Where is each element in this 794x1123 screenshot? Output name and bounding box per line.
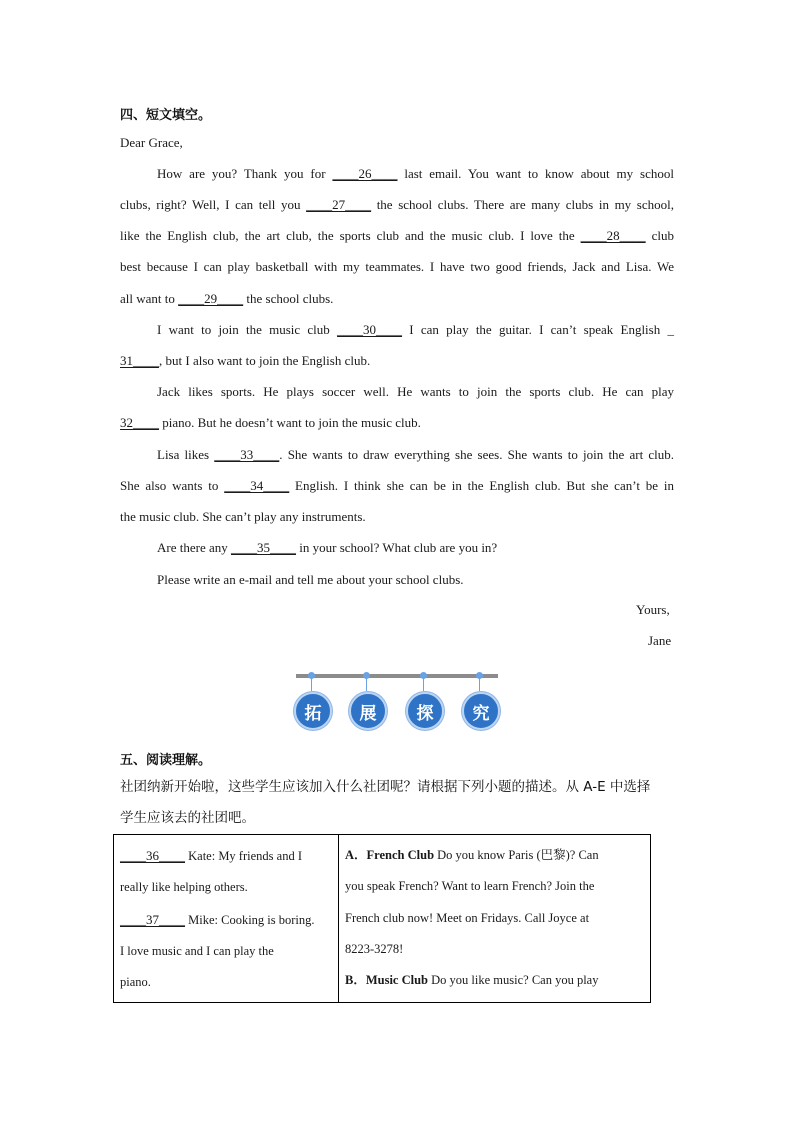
passage-line: Lisa likes ____33____. She wants to draw everything she sees. She wants to join the art club. xyxy=(157,447,675,462)
blank-26[interactable]: ____26____ xyxy=(332,166,398,181)
passage-line: How are you? Thank you for ____26____ last email. You want to know about my school xyxy=(157,166,674,181)
banner-item xyxy=(294,670,332,732)
section-4-title: 四、短文填空。 xyxy=(120,108,212,123)
blank-37[interactable]: ____37____ xyxy=(120,911,185,927)
extension-banner xyxy=(296,670,498,732)
passage-line: all want to ____29____ the school clubs. xyxy=(120,291,334,306)
section-5-instructions: 社团纳新开始啦，这些学生应该加入什么社团呢？请根据下列小题的描述。从 A-E 中选择 学生应该去的社团吧。 xyxy=(120,779,651,826)
passage-line: 31____, but I also want to join the English club. xyxy=(120,353,371,368)
banner-char: 拓 xyxy=(294,692,332,730)
options-cell: A．French Club Do you know Paris (巴黎)? Can you speak French? Want to learn French? Join the French club now! Meet on Fridays. Call Joyce at 8223-3278! B．Music Club Do you like music? Can you play xyxy=(339,835,651,1003)
banner-dot-icon xyxy=(363,672,370,679)
banner-dot-icon xyxy=(476,672,483,679)
banner-char: 展 xyxy=(349,692,387,730)
letter-signature: Jane xyxy=(648,633,672,648)
banner-item xyxy=(349,670,387,732)
passage-line: Jack likes sports. He plays soccer well. He wants to join the sports club. He can play xyxy=(157,384,674,399)
option-a: A．French Club Do you know Paris (巴黎)? Can xyxy=(345,848,599,862)
banner-char: 究 xyxy=(462,692,500,730)
banner-char: 探 xyxy=(406,692,444,730)
blank-35[interactable]: ____35____ xyxy=(231,540,296,555)
blank-32[interactable]: 32____ xyxy=(120,415,159,430)
banner-dot-icon xyxy=(420,672,427,679)
passage-line: She also wants to ____34____ English. I think she can be in the English club. But she can’t be in xyxy=(120,478,674,493)
banner-item xyxy=(406,670,444,732)
blank-36[interactable]: ____36____ xyxy=(120,848,185,863)
passage-line: Please write an e-mail and tell me about your school clubs. xyxy=(157,572,464,587)
blank-29[interactable]: ____29____ xyxy=(178,291,244,306)
banner-item xyxy=(462,670,500,732)
section-5-title: 五、阅读理解。 xyxy=(120,753,212,768)
option-b: B．Music Club Do you like music? Can you play xyxy=(345,973,599,988)
blank-33[interactable]: ____33____ xyxy=(214,447,280,462)
letter-closing: Yours, xyxy=(636,602,670,617)
passage-line: the music club. She can’t play any instruments. xyxy=(120,509,366,524)
banner-dot-icon xyxy=(308,672,315,679)
matching-table xyxy=(113,834,651,1003)
blank-31[interactable]: 31____ xyxy=(120,353,159,368)
blank-30[interactable]: ____30____ xyxy=(337,322,403,337)
passage-line: like the English club, the art club, the sports club and the music club. I love the ____28____ club xyxy=(120,228,674,243)
letter-greeting: Dear Grace, xyxy=(120,135,183,150)
passage-line: I want to join the music club ____30____ I can play the guitar. I can’t speak English _ xyxy=(157,322,674,337)
questions-cell: ____36____ Kate: My friends and I really like helping others. ____37____ Mike: Cooking is boring. I love music and I can play the piano. xyxy=(114,835,339,1003)
passage-line: Are there any ____35____ in your school? What club are you in? xyxy=(157,540,498,555)
blank-34[interactable]: ____34____ xyxy=(224,478,290,493)
passage-line: 32____ piano. But he doesn’t want to join the music club. xyxy=(120,415,421,430)
passage-line: best because I can play basketball with my teammates. I have two good friends, Jack and Lisa. We xyxy=(120,259,674,274)
blank-27[interactable]: ____27____ xyxy=(306,197,372,212)
passage-line: clubs, right? Well, I can tell you ____27____ the school clubs. There are many clubs in my school, xyxy=(120,197,674,212)
blank-28[interactable]: ____28____ xyxy=(580,228,646,243)
